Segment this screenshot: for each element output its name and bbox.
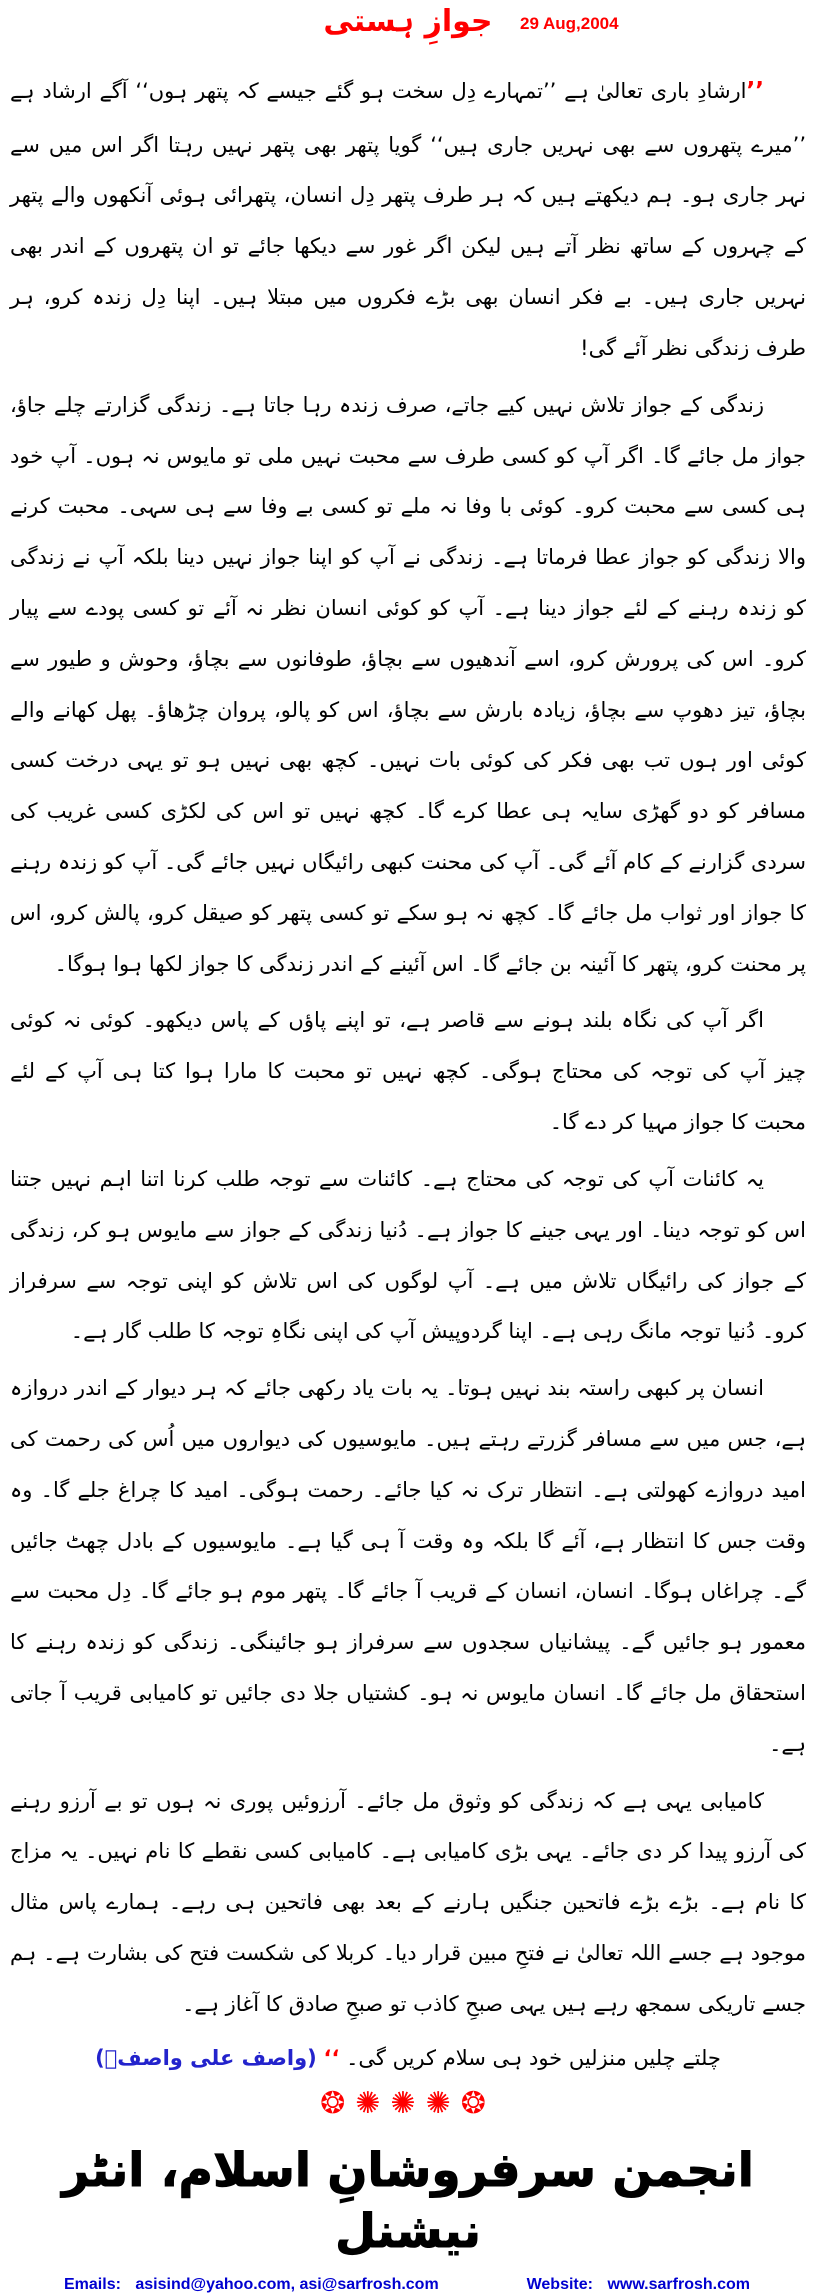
- contact-row: [0, 2276, 816, 2294]
- paragraph-1: [10, 64, 806, 374]
- website-label: Website:: [526, 2276, 593, 2293]
- email-link-2[interactable]: asi@sarfrosh.com: [299, 2276, 439, 2293]
- paragraph-3-text: اگر آپ کی نگاہ بلند ہونے سے قاصر ہے، تو اپنے پاؤں کے پاس دیکھو۔ کوئی نہ کوئی چیز آپ کی توجہ کی محتاج ہوگی۔ کچھ نہیں تو محبت کا مارا ہوا کتا ہی آپ کے لئے محبت کا جواز مہیا کر دے گا۔: [10, 1008, 806, 1135]
- emails-group: [64, 2276, 439, 2294]
- paragraph-4-text: یہ کائنات آپ کی توجہ کی محتاج ہے۔ کائنات سے توجہ طلب کرنا اتنا اہم نہیں جتنا اس کو توجہ دینا۔ اور یہی جینے کا جواز ہے۔ دُنیا زندگی کے جواز سے مایوس ہو کر، زندگی کے جواز کی رائیگاں تلاش میں ہے۔ آپ لوگوں کی اس تلاش کو اپنی توجہ سے سرفراز کرو۔ دُنیا توجہ مانگ رہی ہے۔ اپنا گردوپیش آپ کی اپنی نگاہِ توجہ کا طلب گار ہے۔: [10, 1166, 806, 1344]
- paragraph-6: [10, 1776, 806, 2030]
- author-signature: (واصف علی واصفؒ): [95, 2045, 317, 2070]
- star-flower-divider-icon: ❂✺✺✺❂: [320, 2085, 496, 2121]
- email-link-1[interactable]: asisind@yahoo.com,: [135, 2276, 296, 2293]
- paragraph-5: [10, 1363, 806, 1770]
- paragraph-2-text: زندگی کے جواز تلاش نہیں کیے جاتے، صرف زندہ رہا جاتا ہے۔ زندگی گزارتے چلے جاؤ، جواز مل جائے گا۔ اگر آپ کو کسی طرف سے محبت نہیں ملی تو مایوس نہ ہوں۔ آپ خود ہی کسی سے محبت کرو۔ کوئی با وفا نہ ملے تو کسی بے وفا سے ہی سہی۔ محبت کرنے والا زندگی کو جواز عطا فرماتا ہے۔ زندگی نے آپ کو اپنا جواز نہیں دینا بلکہ آپ نے زندگی کو زندہ رہنے کے لئے جواز دینا ہے۔ آپ کو کوئی انسان نظر نہ آئے تو کسی پودے سے پیار کرو۔ اس کی پرورش کرو، اسے آندھیوں سے بچاؤ، طوفانوں سے بچاؤ، وحوش و طیور سے بچاؤ، تیز دھوپ سے بچاؤ، زیادہ بارش سے بچاؤ، اس کو پالو، پروان چڑھاؤ۔ پھل کھانے والے کوئی اور ہوں تب بھی فکر کی کوئی بات نہیں۔ کچھ بھی نہیں ہو تو یہی درخت کسی مسافر کو دو گھڑی سایہ ہی عطا کرے گا۔ کچھ نہیں تو اس کی لکڑی کسی غریب کی سردی گزارنے کے کام آئے گی۔ آپ کی محنت کبھی رائیگاں نہیں جائے گی۔ آپ کو زندہ رہنے کا جواز اور ثواب مل جائے گا۔ کچھ نہ ہو سکے تو کسی پتھر کو صیقل کرو، پالش کرو، اس پر محنت کرو، پتھر کا آئینہ بن جائے گا۔ اس آئینے کے اندر زندگی کا جواز لکھا ہوا ہوگا۔: [10, 392, 806, 976]
- closing-quote-mark: ‘‘: [323, 2045, 340, 2070]
- website-group: [527, 2276, 750, 2294]
- emails-label: Emails:: [64, 2276, 121, 2293]
- page-date: 29 Aug,2004: [520, 14, 619, 33]
- paragraph-4: [10, 1154, 806, 1357]
- closing-text: چلتے چلیں منزلیں خود ہی سلام کریں گی۔: [346, 2045, 721, 2070]
- paragraph-3: [10, 995, 806, 1147]
- article-body: [0, 58, 816, 2030]
- paragraph-6-text: کامیابی یہی ہے کہ زندگی کو وثوق مل جائے۔ آرزوئیں پوری نہ ہوں تو بے آرزو رہنے کی آرزو پیدا کر دی جائے۔ یہی بڑی کامیابی ہے۔ کامیابی کسی نقطے کا نام نہیں۔ یہ مزاج کا نام ہے۔ بڑے بڑے فاتحین جنگیں ہارنے کے بعد بھی فاتحین ہی رہے۔ ہمارے پاس مثال موجود ہے جسے اللہ تعالیٰ نے فتحِ مبین قرار دیا۔ کربلا کی شکست فتح کی بشارت ہے۔ ہم جسے تاریکی سمجھ رہے ہیں یہی صبحِ کاذب تو صبحِ صادق کا آغاز ہے۔: [10, 1788, 806, 2016]
- opening-quote-mark: ’’: [746, 78, 764, 104]
- paragraph-2: [10, 380, 806, 990]
- paragraph-1-text: ارشادِ باری تعالیٰ ہے ’’تمہارے دِل سخت ہو گئے جیسے کہ پتھر ہوں‘‘ آگے ارشاد ہے ’’میرے پتھروں سے بھی نہریں جاری ہیں‘‘ گویا پتھر بھی پتھر نہیں رہتا اگر اس میں سے نہر جاری ہو۔ ہم دیکھتے ہیں کہ ہر طرف پتھر دِل انسان، پتھرائی ہوئی آنکھوں والے پتھر کے چہروں کے ساتھ نظر آتے ہیں لیکن اگر غور سے دیکھا جائے تو ان پتھروں کے اندر بھی نہریں جاری ہیں۔ بے فکر انسان بھی بڑے فکروں میں مبتلا ہیں۔ اپنا دِل زندہ کرو، ہر طرف زندگی نظر آئے گی!: [10, 79, 806, 360]
- closing-line: [0, 2036, 816, 2080]
- website-link[interactable]: www.sarfrosh.com: [607, 2276, 750, 2293]
- page-title: جوازِ ہستی: [323, 4, 493, 39]
- organization-name: انجمن سرفروشانِ اسلام، انٹر نیشنل: [62, 2142, 754, 2259]
- paragraph-5-text: انسان پر کبھی راستہ بند نہیں ہوتا۔ یہ بات یاد رکھی جائے کہ ہر دیوار کے اندر دروازہ ہے، جس میں سے مسافر گزرتے رہتے ہیں۔ مایوسیوں کی دیواروں میں اُس کی رحمت کی امید دروازے کھولتی ہے۔ انتظار ترک نہ کیا جائے۔ رحمت ہوگی۔ امید کا چراغ جلے گا۔ وہ وقت جس کا انتظار ہے، آئے گا بلکہ وہ وقت آ ہی گیا ہے۔ مایوسیوں کے بادل چھٹ جائیں گے۔ چراغاں ہوگا۔ انسان، انسان کے قریب آ جائے گا۔ پتھر موم ہو جائے گا۔ دِل محبت سے معمور ہو جائیں گے۔ پیشانیاں سجدوں سے سرفراز ہو جائینگی۔ زندگی کو زندہ رہنے کا استحقاق مل جائے گا۔ انسان مایوس نہ ہو۔ کشتیاں جلا دی جائیں تو کامیابی قریب آ جاتی ہے۔: [10, 1376, 806, 1756]
- page-header: [0, 0, 816, 58]
